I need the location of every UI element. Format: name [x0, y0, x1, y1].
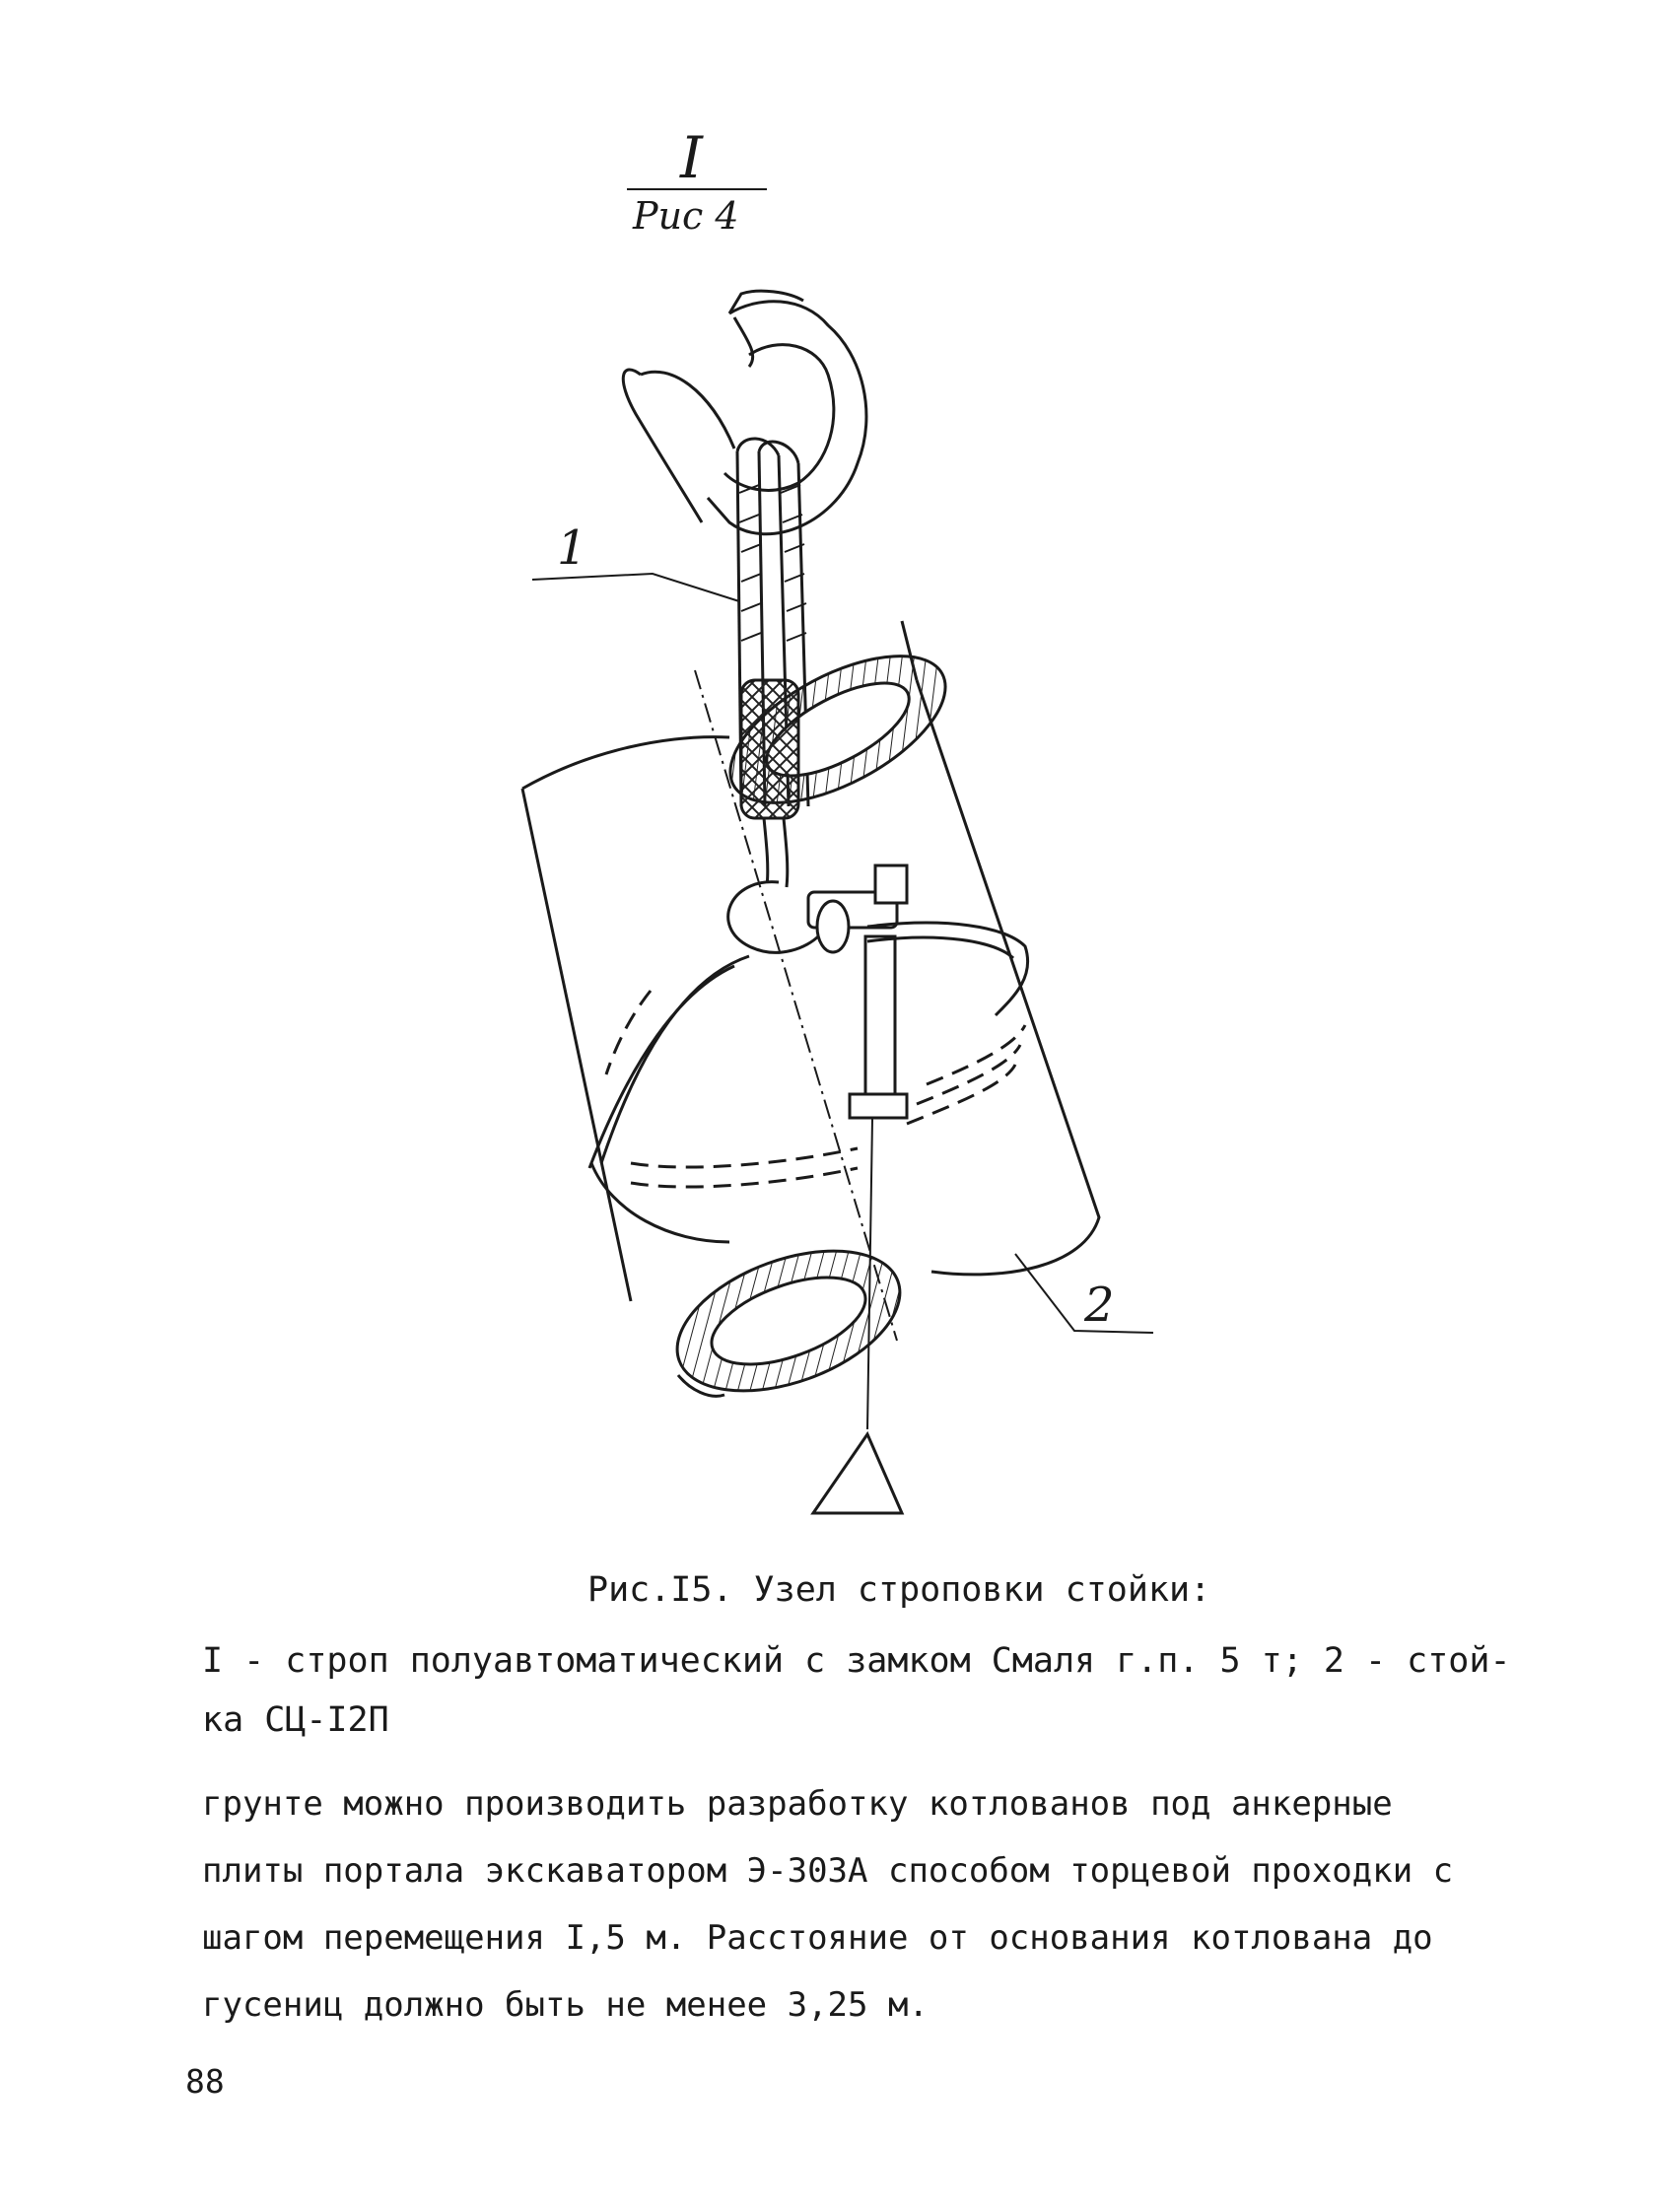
body-text-line-1: грунте можно производить разработку котлованов под анкерные: [202, 1784, 1393, 1824]
section-reference: [627, 124, 767, 238]
callout-1: [532, 520, 739, 601]
figure-caption: Рис.I5. Узел строповки стойки:: [587, 1570, 1211, 1610]
body-text-line-4: гусениц должно быть не менее 3,25 м.: [202, 1985, 929, 2025]
callout-2-label: 2: [1084, 1278, 1115, 1333]
sling-rope-lower: [764, 818, 788, 887]
section-ref-number: I: [680, 124, 703, 191]
sling-rope-wrap: [589, 923, 1028, 1242]
callout-1-label: 1: [557, 520, 587, 576]
body-text-line-3: шагом перемещения I,5 м. Расстояние от основания котлована до: [202, 1918, 1433, 1958]
pipe-end-bottom: [658, 1223, 919, 1417]
figure-legend-line-1: I - строп полуавтоматический с замком Смаля г.п. 5 т; 2 - стой-: [202, 1641, 1511, 1681]
sling-rope-braid-marks: [739, 485, 806, 641]
figure-legend-line-2: ка СЦ-I2П: [202, 1700, 389, 1740]
sling-lock-sleeve: [741, 680, 798, 818]
page-number: 88: [185, 2062, 225, 2101]
body-text-line-2: плиты портала экскаватором Э-303А способом торцевой проходки с: [202, 1851, 1454, 1891]
section-ref-figure: Рис 4: [633, 194, 739, 238]
crane-hook: [623, 291, 866, 534]
